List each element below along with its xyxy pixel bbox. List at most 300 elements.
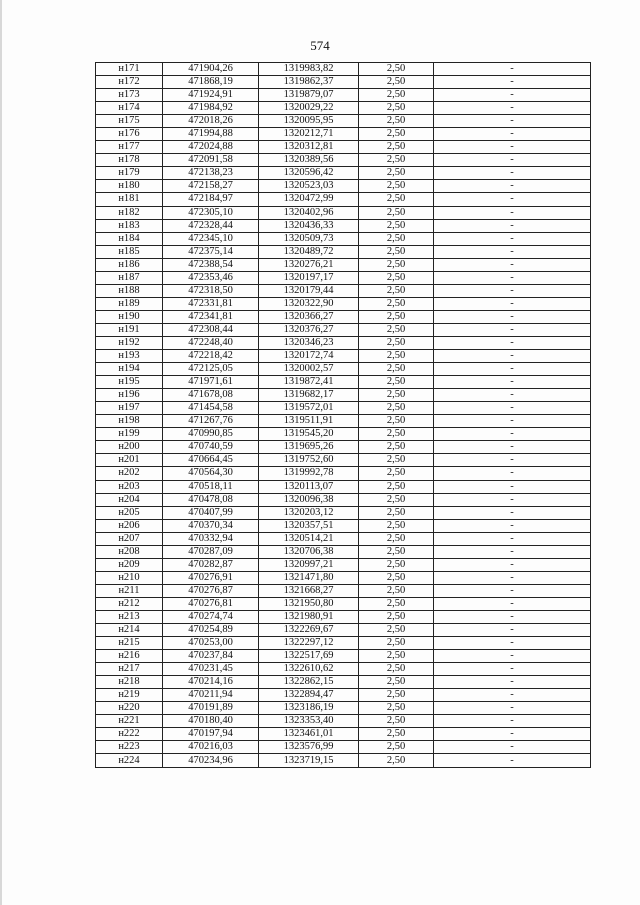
table-row [96, 376, 591, 389]
note-cell: - [434, 493, 591, 506]
accuracy-cell: 2,50 [359, 754, 434, 767]
note-cell: - [434, 389, 591, 402]
point-id-cell: н202 [96, 467, 163, 480]
x-coordinate-cell: 470564,30 [163, 467, 259, 480]
y-coordinate-cell: 1320509,73 [259, 232, 359, 245]
accuracy-cell: 2,50 [359, 310, 434, 323]
x-coordinate-cell: 470253,00 [163, 637, 259, 650]
x-coordinate-cell: 471971,61 [163, 376, 259, 389]
accuracy-cell: 2,50 [359, 493, 434, 506]
x-coordinate-cell: 472125,05 [163, 363, 259, 376]
y-coordinate-cell: 1320276,21 [259, 258, 359, 271]
point-id-cell: н184 [96, 232, 163, 245]
point-id-cell: н215 [96, 637, 163, 650]
x-coordinate-cell: 470254,89 [163, 624, 259, 637]
y-coordinate-cell: 1320096,38 [259, 493, 359, 506]
note-cell: - [434, 584, 591, 597]
note-cell: - [434, 284, 591, 297]
accuracy-cell: 2,50 [359, 441, 434, 454]
note-cell: - [434, 676, 591, 689]
table-row [96, 76, 591, 89]
note-cell: - [434, 115, 591, 128]
note-cell: - [434, 689, 591, 702]
x-coordinate-cell: 470197,94 [163, 728, 259, 741]
accuracy-cell: 2,50 [359, 545, 434, 558]
y-coordinate-cell: 1323576,99 [259, 741, 359, 754]
note-cell: - [434, 428, 591, 441]
point-id-cell: н171 [96, 63, 163, 76]
table-row [96, 702, 591, 715]
note-cell: - [434, 63, 591, 76]
y-coordinate-cell: 1322297,12 [259, 637, 359, 650]
table-row [96, 102, 591, 115]
point-id-cell: н178 [96, 154, 163, 167]
table-row [96, 389, 591, 402]
accuracy-cell: 2,50 [359, 676, 434, 689]
x-coordinate-cell: 472375,14 [163, 245, 259, 258]
point-id-cell: н207 [96, 532, 163, 545]
point-id-cell: н218 [96, 676, 163, 689]
x-coordinate-cell: 472138,23 [163, 167, 259, 180]
y-coordinate-cell: 1320312,81 [259, 141, 359, 154]
x-coordinate-cell: 472248,40 [163, 336, 259, 349]
accuracy-cell: 2,50 [359, 350, 434, 363]
note-cell: - [434, 558, 591, 571]
point-id-cell: н194 [96, 363, 163, 376]
note-cell: - [434, 323, 591, 336]
accuracy-cell: 2,50 [359, 193, 434, 206]
accuracy-cell: 2,50 [359, 532, 434, 545]
accuracy-cell: 2,50 [359, 284, 434, 297]
y-coordinate-cell: 1321471,80 [259, 571, 359, 584]
y-coordinate-cell: 1320402,96 [259, 206, 359, 219]
y-coordinate-cell: 1320212,71 [259, 128, 359, 141]
accuracy-cell: 2,50 [359, 363, 434, 376]
x-coordinate-cell: 472218,42 [163, 350, 259, 363]
table-row [96, 689, 591, 702]
x-coordinate-cell: 470216,03 [163, 741, 259, 754]
accuracy-cell: 2,50 [359, 141, 434, 154]
point-id-cell: н193 [96, 350, 163, 363]
point-id-cell: н211 [96, 584, 163, 597]
note-cell: - [434, 76, 591, 89]
x-coordinate-cell: 471994,88 [163, 128, 259, 141]
accuracy-cell: 2,50 [359, 571, 434, 584]
point-id-cell: н185 [96, 245, 163, 258]
x-coordinate-cell: 472158,27 [163, 180, 259, 193]
note-cell: - [434, 741, 591, 754]
accuracy-cell: 2,50 [359, 650, 434, 663]
note-cell: - [434, 193, 591, 206]
y-coordinate-cell: 1321980,91 [259, 610, 359, 623]
x-coordinate-cell: 470237,84 [163, 650, 259, 663]
accuracy-cell: 2,50 [359, 389, 434, 402]
scan-edge [0, 0, 2, 905]
table-row [96, 297, 591, 310]
note-cell: - [434, 545, 591, 558]
x-coordinate-cell: 470407,99 [163, 506, 259, 519]
table-row [96, 597, 591, 610]
y-coordinate-cell: 1319862,37 [259, 76, 359, 89]
table-row [96, 128, 591, 141]
note-cell: - [434, 532, 591, 545]
y-coordinate-cell: 1320029,22 [259, 102, 359, 115]
y-coordinate-cell: 1319879,07 [259, 89, 359, 102]
note-cell: - [434, 467, 591, 480]
y-coordinate-cell: 1320179,44 [259, 284, 359, 297]
y-coordinate-cell: 1319545,20 [259, 428, 359, 441]
accuracy-cell: 2,50 [359, 663, 434, 676]
x-coordinate-cell: 472331,81 [163, 297, 259, 310]
note-cell: - [434, 610, 591, 623]
x-coordinate-cell: 472018,26 [163, 115, 259, 128]
accuracy-cell: 2,50 [359, 297, 434, 310]
table-row [96, 467, 591, 480]
y-coordinate-cell: 1319695,26 [259, 441, 359, 454]
note-cell: - [434, 219, 591, 232]
note-cell: - [434, 141, 591, 154]
table-row [96, 271, 591, 284]
table-row [96, 402, 591, 415]
y-coordinate-cell: 1320436,33 [259, 219, 359, 232]
point-id-cell: н172 [96, 76, 163, 89]
y-coordinate-cell: 1323461,01 [259, 728, 359, 741]
y-coordinate-cell: 1320203,12 [259, 506, 359, 519]
note-cell: - [434, 663, 591, 676]
point-id-cell: н183 [96, 219, 163, 232]
point-id-cell: н190 [96, 310, 163, 323]
table-row [96, 206, 591, 219]
point-id-cell: н220 [96, 702, 163, 715]
accuracy-cell: 2,50 [359, 219, 434, 232]
x-coordinate-cell: 472184,97 [163, 193, 259, 206]
x-coordinate-cell: 472328,44 [163, 219, 259, 232]
table-row [96, 336, 591, 349]
point-id-cell: н217 [96, 663, 163, 676]
accuracy-cell: 2,50 [359, 258, 434, 271]
point-id-cell: н204 [96, 493, 163, 506]
note-cell: - [434, 571, 591, 584]
x-coordinate-cell: 470740,59 [163, 441, 259, 454]
y-coordinate-cell: 1322862,15 [259, 676, 359, 689]
x-coordinate-cell: 470231,45 [163, 663, 259, 676]
x-coordinate-cell: 470214,16 [163, 676, 259, 689]
x-coordinate-cell: 472341,81 [163, 310, 259, 323]
accuracy-cell: 2,50 [359, 715, 434, 728]
table-row [96, 624, 591, 637]
table-row [96, 558, 591, 571]
point-id-cell: н179 [96, 167, 163, 180]
point-id-cell: н182 [96, 206, 163, 219]
table-row [96, 245, 591, 258]
x-coordinate-cell: 470211,94 [163, 689, 259, 702]
note-cell: - [434, 754, 591, 767]
point-id-cell: н197 [96, 402, 163, 415]
y-coordinate-cell: 1319872,41 [259, 376, 359, 389]
y-coordinate-cell: 1320002,57 [259, 363, 359, 376]
table-row [96, 428, 591, 441]
point-id-cell: н210 [96, 571, 163, 584]
point-id-cell: н199 [96, 428, 163, 441]
y-coordinate-cell: 1322517,69 [259, 650, 359, 663]
note-cell: - [434, 167, 591, 180]
y-coordinate-cell: 1320113,07 [259, 480, 359, 493]
point-id-cell: н209 [96, 558, 163, 571]
x-coordinate-cell: 472308,44 [163, 323, 259, 336]
accuracy-cell: 2,50 [359, 102, 434, 115]
table-row [96, 715, 591, 728]
table-row [96, 284, 591, 297]
note-cell: - [434, 715, 591, 728]
y-coordinate-cell: 1320489,72 [259, 245, 359, 258]
note-cell: - [434, 89, 591, 102]
accuracy-cell: 2,50 [359, 467, 434, 480]
table-row [96, 219, 591, 232]
table-row [96, 154, 591, 167]
point-id-cell: н208 [96, 545, 163, 558]
point-id-cell: н198 [96, 415, 163, 428]
table-row [96, 610, 591, 623]
y-coordinate-cell: 1319511,91 [259, 415, 359, 428]
y-coordinate-cell: 1321668,27 [259, 584, 359, 597]
note-cell: - [434, 454, 591, 467]
point-id-cell: н188 [96, 284, 163, 297]
accuracy-cell: 2,50 [359, 689, 434, 702]
y-coordinate-cell: 1319682,17 [259, 389, 359, 402]
accuracy-cell: 2,50 [359, 206, 434, 219]
y-coordinate-cell: 1320197,17 [259, 271, 359, 284]
table-row [96, 193, 591, 206]
accuracy-cell: 2,50 [359, 624, 434, 637]
note-cell: - [434, 402, 591, 415]
x-coordinate-cell: 470282,87 [163, 558, 259, 571]
point-id-cell: н213 [96, 610, 163, 623]
y-coordinate-cell: 1319572,01 [259, 402, 359, 415]
table-row [96, 63, 591, 76]
accuracy-cell: 2,50 [359, 402, 434, 415]
x-coordinate-cell: 470990,85 [163, 428, 259, 441]
y-coordinate-cell: 1321950,80 [259, 597, 359, 610]
x-coordinate-cell: 472024,88 [163, 141, 259, 154]
point-id-cell: н187 [96, 271, 163, 284]
y-coordinate-cell: 1322269,67 [259, 624, 359, 637]
accuracy-cell: 2,50 [359, 271, 434, 284]
note-cell: - [434, 297, 591, 310]
table-row [96, 180, 591, 193]
x-coordinate-cell: 471924,91 [163, 89, 259, 102]
table-row [96, 728, 591, 741]
note-cell: - [434, 637, 591, 650]
page-number: 574 [310, 38, 330, 53]
table-row [96, 519, 591, 532]
point-id-cell: н200 [96, 441, 163, 454]
table-row [96, 650, 591, 663]
table-row [96, 584, 591, 597]
x-coordinate-cell: 471678,08 [163, 389, 259, 402]
point-id-cell: н181 [96, 193, 163, 206]
x-coordinate-cell: 470276,91 [163, 571, 259, 584]
note-cell: - [434, 154, 591, 167]
note-cell: - [434, 258, 591, 271]
point-id-cell: н222 [96, 728, 163, 741]
note-cell: - [434, 206, 591, 219]
coordinates-table-body [96, 63, 591, 768]
y-coordinate-cell: 1320514,21 [259, 532, 359, 545]
accuracy-cell: 2,50 [359, 154, 434, 167]
x-coordinate-cell: 470234,96 [163, 754, 259, 767]
y-coordinate-cell: 1320472,99 [259, 193, 359, 206]
point-id-cell: н201 [96, 454, 163, 467]
point-id-cell: н224 [96, 754, 163, 767]
y-coordinate-cell: 1320322,90 [259, 297, 359, 310]
y-coordinate-cell: 1322894,47 [259, 689, 359, 702]
note-cell: - [434, 363, 591, 376]
table-row [96, 115, 591, 128]
point-id-cell: н189 [96, 297, 163, 310]
note-cell: - [434, 336, 591, 349]
note-cell: - [434, 245, 591, 258]
y-coordinate-cell: 1320095,95 [259, 115, 359, 128]
y-coordinate-cell: 1320706,38 [259, 545, 359, 558]
accuracy-cell: 2,50 [359, 232, 434, 245]
y-coordinate-cell: 1320376,27 [259, 323, 359, 336]
x-coordinate-cell: 471904,26 [163, 63, 259, 76]
table-row [96, 441, 591, 454]
note-cell: - [434, 415, 591, 428]
table-row [96, 754, 591, 767]
table-row [96, 493, 591, 506]
accuracy-cell: 2,50 [359, 702, 434, 715]
x-coordinate-cell: 470180,40 [163, 715, 259, 728]
y-coordinate-cell: 1320172,74 [259, 350, 359, 363]
x-coordinate-cell: 470276,87 [163, 584, 259, 597]
point-id-cell: н214 [96, 624, 163, 637]
accuracy-cell: 2,50 [359, 376, 434, 389]
point-id-cell: н205 [96, 506, 163, 519]
table-row [96, 310, 591, 323]
table-row [96, 415, 591, 428]
table-row [96, 258, 591, 271]
table-row [96, 480, 591, 493]
x-coordinate-cell: 471984,92 [163, 102, 259, 115]
x-coordinate-cell: 470370,34 [163, 519, 259, 532]
accuracy-cell: 2,50 [359, 180, 434, 193]
x-coordinate-cell: 470664,45 [163, 454, 259, 467]
table-row [96, 741, 591, 754]
point-id-cell: н221 [96, 715, 163, 728]
table-row [96, 637, 591, 650]
point-id-cell: н191 [96, 323, 163, 336]
note-cell: - [434, 271, 591, 284]
note-cell: - [434, 728, 591, 741]
accuracy-cell: 2,50 [359, 637, 434, 650]
y-coordinate-cell: 1320346,23 [259, 336, 359, 349]
table-row [96, 167, 591, 180]
y-coordinate-cell: 1319752,60 [259, 454, 359, 467]
accuracy-cell: 2,50 [359, 610, 434, 623]
note-cell: - [434, 506, 591, 519]
note-cell: - [434, 519, 591, 532]
accuracy-cell: 2,50 [359, 89, 434, 102]
x-coordinate-cell: 470274,74 [163, 610, 259, 623]
accuracy-cell: 2,50 [359, 519, 434, 532]
accuracy-cell: 2,50 [359, 597, 434, 610]
accuracy-cell: 2,50 [359, 323, 434, 336]
point-id-cell: н173 [96, 89, 163, 102]
table-row [96, 532, 591, 545]
note-cell: - [434, 180, 591, 193]
note-cell: - [434, 624, 591, 637]
x-coordinate-cell: 472091,58 [163, 154, 259, 167]
table-row [96, 141, 591, 154]
x-coordinate-cell: 472318,50 [163, 284, 259, 297]
point-id-cell: н216 [96, 650, 163, 663]
note-cell: - [434, 650, 591, 663]
table-row [96, 89, 591, 102]
y-coordinate-cell: 1319983,82 [259, 63, 359, 76]
y-coordinate-cell: 1323353,40 [259, 715, 359, 728]
table-row [96, 363, 591, 376]
accuracy-cell: 2,50 [359, 167, 434, 180]
y-coordinate-cell: 1320357,51 [259, 519, 359, 532]
point-id-cell: н223 [96, 741, 163, 754]
table-row [96, 676, 591, 689]
accuracy-cell: 2,50 [359, 128, 434, 141]
point-id-cell: н212 [96, 597, 163, 610]
y-coordinate-cell: 1323719,15 [259, 754, 359, 767]
y-coordinate-cell: 1323186,19 [259, 702, 359, 715]
note-cell: - [434, 702, 591, 715]
x-coordinate-cell: 470332,94 [163, 532, 259, 545]
y-coordinate-cell: 1320997,21 [259, 558, 359, 571]
table-row [96, 232, 591, 245]
accuracy-cell: 2,50 [359, 115, 434, 128]
note-cell: - [434, 350, 591, 363]
note-cell: - [434, 102, 591, 115]
y-coordinate-cell: 1320596,42 [259, 167, 359, 180]
accuracy-cell: 2,50 [359, 245, 434, 258]
x-coordinate-cell: 472305,10 [163, 206, 259, 219]
point-id-cell: н186 [96, 258, 163, 271]
table-row [96, 506, 591, 519]
x-coordinate-cell: 472345,10 [163, 232, 259, 245]
point-id-cell: н192 [96, 336, 163, 349]
x-coordinate-cell: 472388,54 [163, 258, 259, 271]
x-coordinate-cell: 470276,81 [163, 597, 259, 610]
accuracy-cell: 2,50 [359, 63, 434, 76]
table-row [96, 323, 591, 336]
point-id-cell: н219 [96, 689, 163, 702]
y-coordinate-cell: 1320389,56 [259, 154, 359, 167]
y-coordinate-cell: 1322610,62 [259, 663, 359, 676]
point-id-cell: н203 [96, 480, 163, 493]
point-id-cell: н195 [96, 376, 163, 389]
x-coordinate-cell: 470478,08 [163, 493, 259, 506]
accuracy-cell: 2,50 [359, 454, 434, 467]
table-row [96, 454, 591, 467]
accuracy-cell: 2,50 [359, 728, 434, 741]
coordinates-table [95, 62, 591, 768]
table-row [96, 663, 591, 676]
accuracy-cell: 2,50 [359, 336, 434, 349]
x-coordinate-cell: 471868,19 [163, 76, 259, 89]
accuracy-cell: 2,50 [359, 480, 434, 493]
point-id-cell: н196 [96, 389, 163, 402]
note-cell: - [434, 310, 591, 323]
point-id-cell: н174 [96, 102, 163, 115]
accuracy-cell: 2,50 [359, 558, 434, 571]
x-coordinate-cell: 470191,89 [163, 702, 259, 715]
